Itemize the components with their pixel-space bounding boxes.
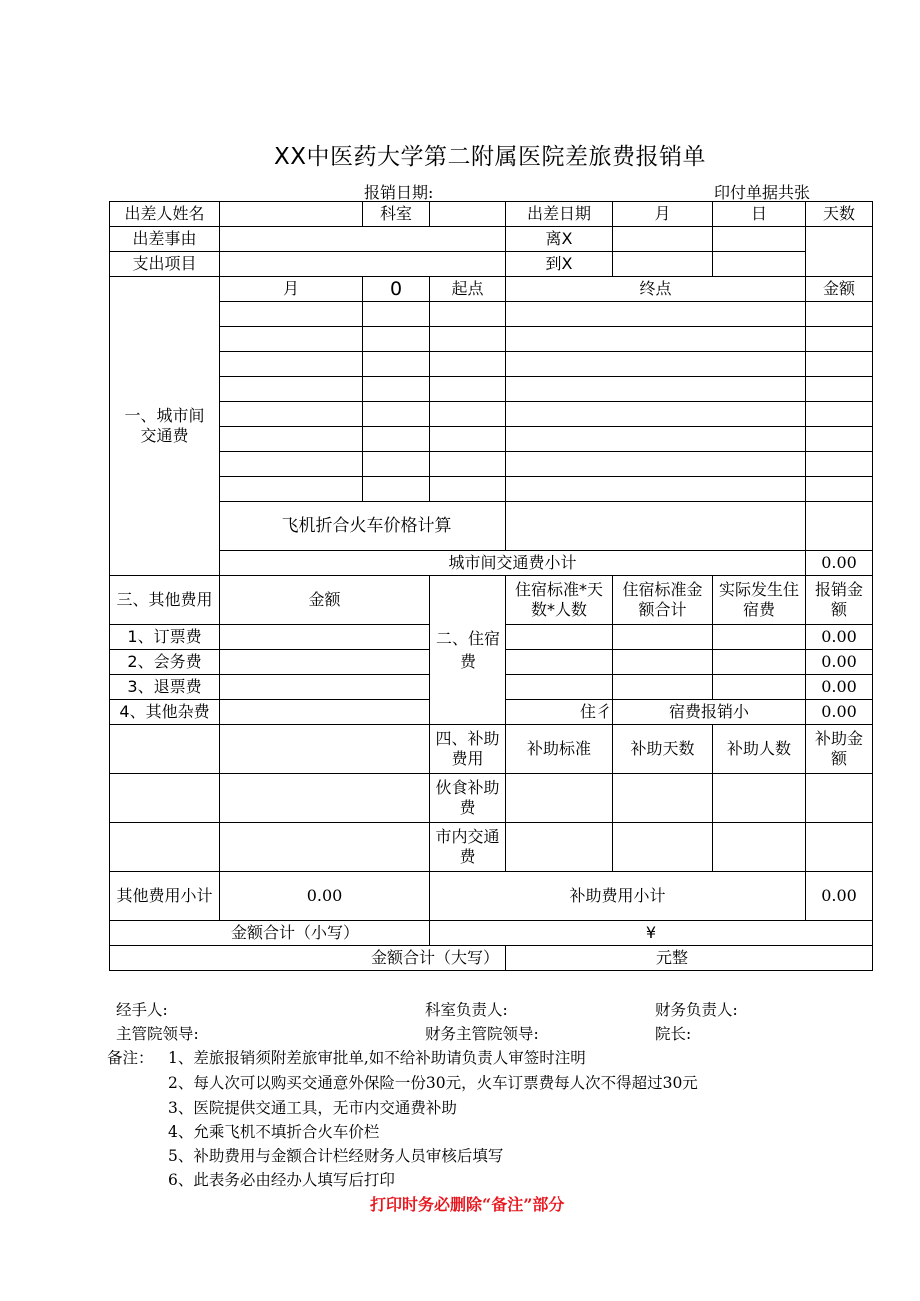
other-item-label: 2、会务费 bbox=[110, 650, 220, 675]
cell[interactable] bbox=[806, 352, 873, 377]
finance-head-label: 财务负责人: bbox=[655, 1001, 738, 1019]
expense-item-label: 支出项目 bbox=[110, 252, 220, 277]
cell[interactable] bbox=[363, 477, 430, 502]
cell[interactable] bbox=[363, 302, 430, 327]
arrive-month-field[interactable] bbox=[613, 252, 713, 277]
intercity-row bbox=[110, 352, 873, 377]
other-item-amount[interactable] bbox=[220, 650, 430, 675]
plane-conversion-amount[interactable] bbox=[806, 502, 873, 551]
cell[interactable] bbox=[220, 377, 363, 402]
meal-days-field[interactable] bbox=[613, 774, 713, 823]
note-line: 3、医院提供交通工具，无市内交通费补助 bbox=[168, 1099, 457, 1117]
other-item-label: 4、其他杂费 bbox=[110, 700, 220, 725]
cell[interactable] bbox=[806, 327, 873, 352]
other-extra-label-field[interactable] bbox=[110, 774, 220, 823]
plane-conversion-field[interactable] bbox=[506, 502, 806, 551]
leave-label: 离X bbox=[506, 227, 613, 252]
intercity-col-start: 起点 bbox=[430, 277, 506, 302]
plane-conversion-label: 飞机折合火车价格计算 bbox=[220, 502, 506, 551]
note-line: 6、此表务必由经办人填写后打印 bbox=[168, 1171, 395, 1189]
cell[interactable] bbox=[363, 427, 430, 452]
note-line: 2、每人次可以购买交通意外保险一份30元，火车订票费每人次不得超过30元 bbox=[168, 1074, 698, 1092]
trip-month-label: 月 bbox=[613, 202, 713, 227]
transport-days-field[interactable] bbox=[613, 823, 713, 872]
cell[interactable] bbox=[430, 452, 506, 477]
lodging-actual-field[interactable] bbox=[713, 675, 806, 700]
lodging-reimb-value: 0.00 bbox=[806, 675, 873, 700]
intercity-subtotal-label: 城市间交通费小计 bbox=[220, 551, 806, 576]
lodging-section-text: 二、住宿费 bbox=[435, 629, 500, 671]
lodging-total-field[interactable] bbox=[613, 625, 713, 650]
dean-label: 院长: bbox=[655, 1025, 692, 1043]
cell[interactable] bbox=[430, 477, 506, 502]
meal-subsidy-label: 伙食补助费 bbox=[430, 774, 506, 823]
department-field[interactable] bbox=[430, 202, 506, 227]
finance-leader-label: 财务主管院领导: bbox=[425, 1025, 539, 1043]
lodging-col-std: 住宿标准*天数*人数 bbox=[506, 576, 613, 625]
report-date-label: 报销日期: bbox=[364, 183, 434, 202]
lodging-actual-field[interactable] bbox=[713, 650, 806, 675]
trip-date-label: 出差日期 bbox=[506, 202, 613, 227]
trip-reason-field[interactable] bbox=[220, 227, 506, 252]
leave-day-field[interactable] bbox=[713, 227, 806, 252]
meal-people-field[interactable] bbox=[713, 774, 806, 823]
total-big-label: 金额合计（大写） bbox=[110, 946, 506, 971]
expense-item-field[interactable] bbox=[220, 252, 506, 277]
subsidy-subtotal-value: 0.00 bbox=[806, 872, 873, 921]
cell[interactable] bbox=[363, 452, 430, 477]
cell[interactable] bbox=[363, 402, 430, 427]
intercity-row bbox=[110, 302, 873, 327]
notes-prefix: 备注： bbox=[107, 1049, 154, 1067]
other-amount-label: 金额 bbox=[220, 576, 430, 625]
cell[interactable] bbox=[506, 452, 806, 477]
form-title: XX中医药大学第二附属医院差旅费报销单 bbox=[273, 144, 706, 170]
cell[interactable] bbox=[220, 327, 363, 352]
cell[interactable] bbox=[430, 327, 506, 352]
intercity-section-label: 一、城市间交通费 bbox=[110, 277, 220, 576]
cell[interactable] bbox=[220, 402, 363, 427]
cell[interactable] bbox=[806, 402, 873, 427]
other-extra-amount-field[interactable] bbox=[220, 725, 430, 774]
subsidy-col-amount: 补助金额 bbox=[806, 725, 873, 774]
lodging-col-actual: 实际发生住宿费 bbox=[713, 576, 806, 625]
note-line: 1、差旅报销须附差旅审批单,如不给补助请负责人审签时注明 bbox=[168, 1049, 586, 1067]
total-small-value: ¥ bbox=[430, 921, 873, 946]
transport-std-field[interactable] bbox=[506, 823, 613, 872]
intercity-row bbox=[110, 477, 873, 502]
intercity-row bbox=[110, 427, 873, 452]
other-extra-label-field[interactable] bbox=[110, 823, 220, 872]
lodging-std-field[interactable] bbox=[506, 625, 613, 650]
cell[interactable] bbox=[506, 402, 806, 427]
print-warning: 打印时务必删除“备注”部分 bbox=[370, 1195, 565, 1214]
trip-day-label: 日 bbox=[713, 202, 806, 227]
cell[interactable] bbox=[430, 377, 506, 402]
cell[interactable] bbox=[363, 352, 430, 377]
cell[interactable] bbox=[506, 327, 806, 352]
other-extra-amount-field[interactable] bbox=[220, 823, 430, 872]
other-item-label: 3、退票费 bbox=[110, 675, 220, 700]
cell[interactable] bbox=[506, 352, 806, 377]
intercity-col-day: 0 bbox=[363, 277, 430, 302]
transport-people-field[interactable] bbox=[713, 823, 806, 872]
cell[interactable] bbox=[430, 302, 506, 327]
other-item-amount[interactable] bbox=[220, 700, 430, 725]
cell[interactable] bbox=[430, 402, 506, 427]
cell[interactable] bbox=[363, 377, 430, 402]
intercity-row bbox=[110, 402, 873, 427]
other-extra-label-field[interactable] bbox=[110, 725, 220, 774]
other-subtotal-value: 0.00 bbox=[220, 872, 430, 921]
note-line: 5、补助费用与金额合计栏经财务人员审核后填写 bbox=[168, 1147, 504, 1165]
days-field[interactable] bbox=[806, 227, 873, 277]
lodging-total-field[interactable] bbox=[613, 675, 713, 700]
lodging-section-label bbox=[430, 576, 506, 725]
lodging-reimb-value: 0.00 bbox=[806, 650, 873, 675]
subsidy-subtotal-label: 补助费用小计 bbox=[430, 872, 806, 921]
intercity-row bbox=[110, 377, 873, 402]
intercity-col-amount: 金额 bbox=[806, 277, 873, 302]
total-small-label: 金额合计（小写） bbox=[110, 921, 430, 946]
traveler-name-label: 出差人姓名 bbox=[110, 202, 220, 227]
subsidy-col-std: 补助标准 bbox=[506, 725, 613, 774]
days-label: 天数 bbox=[806, 202, 873, 227]
lodging-subtotal-label-b: 宿费报销小 bbox=[613, 700, 806, 725]
cell[interactable] bbox=[220, 352, 363, 377]
leave-month-field[interactable] bbox=[613, 227, 713, 252]
cell[interactable] bbox=[806, 427, 873, 452]
arrive-day-field[interactable] bbox=[713, 252, 806, 277]
subsidy-section-label: 四、补助费用 bbox=[430, 725, 506, 774]
cell[interactable] bbox=[430, 352, 506, 377]
lodging-reimb-value: 0.00 bbox=[806, 625, 873, 650]
dept-head-label: 科室负责人: bbox=[425, 1001, 508, 1019]
reimbursement-table bbox=[109, 201, 873, 971]
local-transport-label: 市内交通费 bbox=[430, 823, 506, 872]
other-item-label: 1、订票费 bbox=[110, 625, 220, 650]
other-subtotal-label: 其他费用小计 bbox=[110, 872, 220, 921]
intercity-col-month: 月 bbox=[220, 277, 363, 302]
lodging-col-reimb: 报销金额 bbox=[806, 576, 873, 625]
cell[interactable] bbox=[506, 427, 806, 452]
lodging-std-field[interactable] bbox=[506, 675, 613, 700]
meal-amount-field[interactable] bbox=[806, 774, 873, 823]
other-section-label: 三、其他费用 bbox=[110, 576, 220, 625]
cell[interactable] bbox=[506, 477, 806, 502]
lodging-subtotal-label-a: 住彳 bbox=[506, 700, 613, 725]
cell[interactable] bbox=[806, 302, 873, 327]
other-item-amount[interactable] bbox=[220, 625, 430, 650]
transport-amount-field[interactable] bbox=[806, 823, 873, 872]
other-extra-amount-field[interactable] bbox=[220, 774, 430, 823]
subsidy-col-days: 补助天数 bbox=[613, 725, 713, 774]
intercity-row bbox=[110, 452, 873, 477]
cell[interactable] bbox=[806, 377, 873, 402]
leader-label: 主管院领导: bbox=[116, 1025, 199, 1043]
total-big-value: 元整 bbox=[506, 946, 873, 971]
subsidy-col-people: 补助人数 bbox=[713, 725, 806, 774]
cell[interactable] bbox=[506, 377, 806, 402]
cell[interactable] bbox=[806, 452, 873, 477]
lodging-actual-field[interactable] bbox=[713, 625, 806, 650]
intercity-row bbox=[110, 327, 873, 352]
trip-reason-label: 出差事由 bbox=[110, 227, 220, 252]
cell[interactable] bbox=[220, 477, 363, 502]
lodging-std-field[interactable] bbox=[506, 650, 613, 675]
lodging-col-total: 住宿标准金额合计 bbox=[613, 576, 713, 625]
cell[interactable] bbox=[806, 477, 873, 502]
receipts-count-label: 印付单据共张 bbox=[714, 183, 811, 202]
lodging-total-field[interactable] bbox=[613, 650, 713, 675]
cell[interactable] bbox=[506, 302, 806, 327]
cell[interactable] bbox=[220, 302, 363, 327]
department-label: 科室 bbox=[363, 202, 430, 227]
intercity-col-end: 终点 bbox=[506, 277, 806, 302]
intercity-subtotal-value: 0.00 bbox=[806, 551, 873, 576]
cell[interactable] bbox=[430, 427, 506, 452]
lodging-subtotal-value: 0.00 bbox=[806, 700, 873, 725]
cell[interactable] bbox=[220, 452, 363, 477]
other-item-amount[interactable] bbox=[220, 675, 430, 700]
handler-label: 经手人: bbox=[116, 1001, 168, 1019]
traveler-name-field[interactable] bbox=[220, 202, 363, 227]
cell[interactable] bbox=[363, 327, 430, 352]
note-line: 4、允乘飞机不填折合火车价栏 bbox=[168, 1123, 380, 1141]
arrive-label: 到X bbox=[506, 252, 613, 277]
cell[interactable] bbox=[220, 427, 363, 452]
meal-std-field[interactable] bbox=[506, 774, 613, 823]
